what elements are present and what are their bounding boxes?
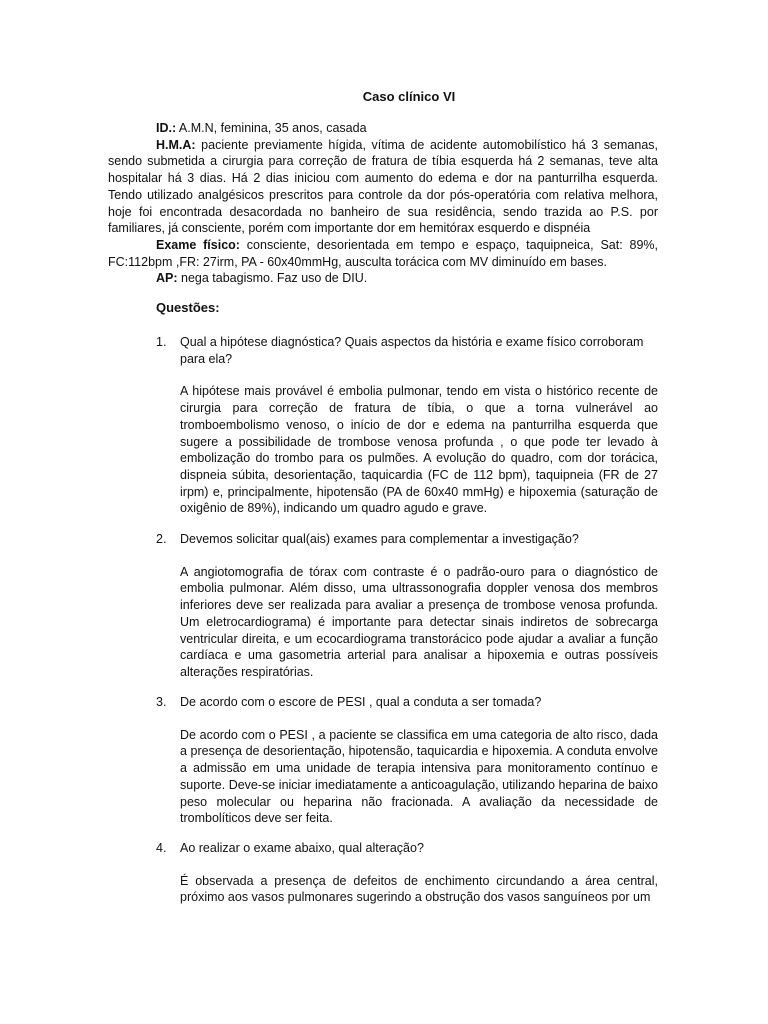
question-text: Ao realizar o exame abaixo, qual alteração? xyxy=(180,841,424,855)
hma-label: H.M.A: xyxy=(156,137,196,152)
ap-label: AP: xyxy=(156,271,178,286)
question-4 xyxy=(156,840,658,906)
question-2 xyxy=(156,531,658,681)
question-number: 2. xyxy=(156,532,167,546)
document-title: Caso clínico VI xyxy=(362,89,456,104)
question-number: 4. xyxy=(156,841,167,855)
case-header xyxy=(108,120,658,287)
questions-heading: Questões: xyxy=(156,300,220,315)
answer-text: A angiotomografia de tórax com contraste é o padrão-ouro para o diagnóstico de embolia pulmonar. Além disso, uma ultrassonografia doppler venosa dos membros inferiores deve ser realizada para avaliar a presença de trombose venosa profunda. Um eletrocardiograma) é importante para detectar sinais indiretos de sobrecarga ventricular direita, e um ecocardiograma transtorácico pode ajudar a avaliar a função cardíaca e uma gasometria arterial para analisar a hipoxemia e outras possíveis alterações respiratórias. xyxy=(180,564,658,679)
ap-text: nega tabagismo. Faz uso de DIU. xyxy=(177,271,368,286)
answer-text: É observada a presença de defeitos de enchimento circundando a área central, próximo aos vasos pulmonares sugerindo a obstrução dos vasos sanguíneos por um xyxy=(180,873,658,905)
id-line xyxy=(108,120,658,137)
hma-paragraph xyxy=(108,137,658,237)
question-text: Devemos solicitar qual(ais) exames para complementar a investigação? xyxy=(180,532,579,546)
id-text: A.M.N, feminina, 35 anos, casada xyxy=(176,121,367,135)
question-text: De acordo com o escore de PESI , qual a conduta a ser tomada? xyxy=(180,695,542,709)
question-text: Qual a hipótese diagnóstica? Quais aspectos da história e exame físico corroboram para ela? xyxy=(180,335,644,366)
hma-text: paciente previamente hígida, vítima de acidente automobilístico há 3 semanas, sendo submetida a cirurgia para correção de fratura de tíbia esquerda há 2 semanas, teve alta hospitalar há 3 dias. Há 2 dias iniciou com aumento do edema e dor na panturrilha esquerda. Tendo utilizado analgésicos prescritos para controle da dor pós-operatória com relativa melhora, hoje foi encontrada desacordada no banheiro de sua residência, sendo trazida ao P.S. por familiares, já consciente, porém com importante dor em hemitórax esquerdo e dispnéia xyxy=(108,137,658,236)
exame-label: Exame físico: xyxy=(156,237,240,252)
question-number: 3. xyxy=(156,695,167,709)
question-1 xyxy=(156,334,658,517)
answer-text: A hipótese mais provável é embolia pulmonar, tendo em vista o histórico recente de cirurgia para correção de fratura de tíbia, o que a torna vulnerável ao tromboembolismo venoso, o início de dor e edema na panturrilha esquerda que sugere a possibilidade de trombose venosa profunda , o que pode ter levado à embolização do trombo para os pulmões. A evolução do quadro, com dor torácica, dispneia súbita, desorientação, taquicardia (FC de 112 bpm), taquipneia (FR de 27 irpm) e, principalmente, hipotensão (PA de 60x40 mmHg) e hipoxemia (saturação de oxigênio de 89%), indicando um quadro agudo e grave. xyxy=(180,384,658,516)
question-number: 1. xyxy=(156,335,167,349)
answer-text: De acordo com o PESI , a paciente se classifica em uma categoria de alto risco, dada a presença de desorientação, hipotensão, taquicardia e hipoxemia. A conduta envolve a admissão em uma unidade de terapia intensiva para monitoramento contínuo e suporte. Deve-se iniciar imediatamente a anticoagulação, utilizando heparina de baixo peso molecular ou heparina não fracionada. A avaliação da necessidade de trombolíticos deve ser feita. xyxy=(180,727,658,826)
exame-paragraph xyxy=(108,237,658,270)
id-label: ID.: xyxy=(156,121,177,135)
ap-line xyxy=(108,270,658,287)
question-3 xyxy=(156,694,658,827)
exame-text: consciente, desorientada em tempo e espaço, taquipneica, Sat: 89%, FC:112bpm ,FR: 27irm, PA - 60x40mmHg, ausculta torácica com MV diminuído em bases. xyxy=(108,237,659,269)
